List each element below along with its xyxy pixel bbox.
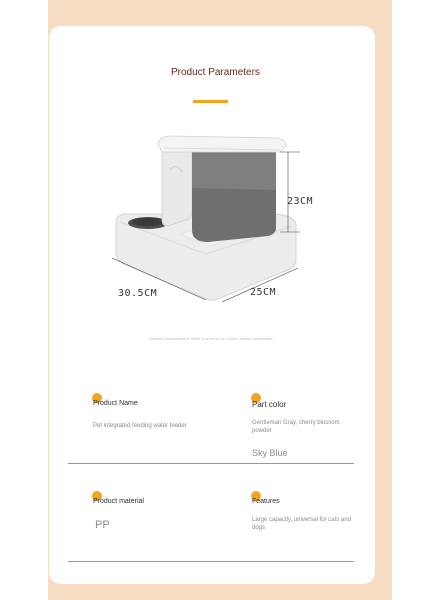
product-name-value: Pet integrated feeding water feeder — [93, 423, 187, 429]
divider — [68, 561, 354, 562]
features-label: Features — [252, 498, 280, 505]
length-dimension: 30.5CM — [118, 288, 158, 299]
features-value: Large capacity, universal for cats and dogs — [252, 517, 351, 531]
height-dimension: 23CM — [287, 196, 314, 207]
part-color-label: Part color — [252, 400, 287, 409]
part-color-value: Gentleman Gray, cherry blossom powder — [252, 420, 340, 434]
pet-feeder-image — [110, 130, 330, 305]
part-color-value-2: Sky Blue — [252, 448, 288, 458]
divider — [68, 463, 354, 464]
width-dimension: 25CM — [250, 287, 277, 298]
product-material-value: PP — [95, 519, 110, 531]
title-underline — [193, 100, 228, 103]
page-title: Product Parameters — [171, 67, 260, 78]
product-material-label: Product material — [93, 498, 144, 505]
product-name-label: Product Name — [93, 400, 138, 407]
measurement-note: * Manual measurement, there is an error of 1-3mm, please understand — [147, 336, 273, 341]
